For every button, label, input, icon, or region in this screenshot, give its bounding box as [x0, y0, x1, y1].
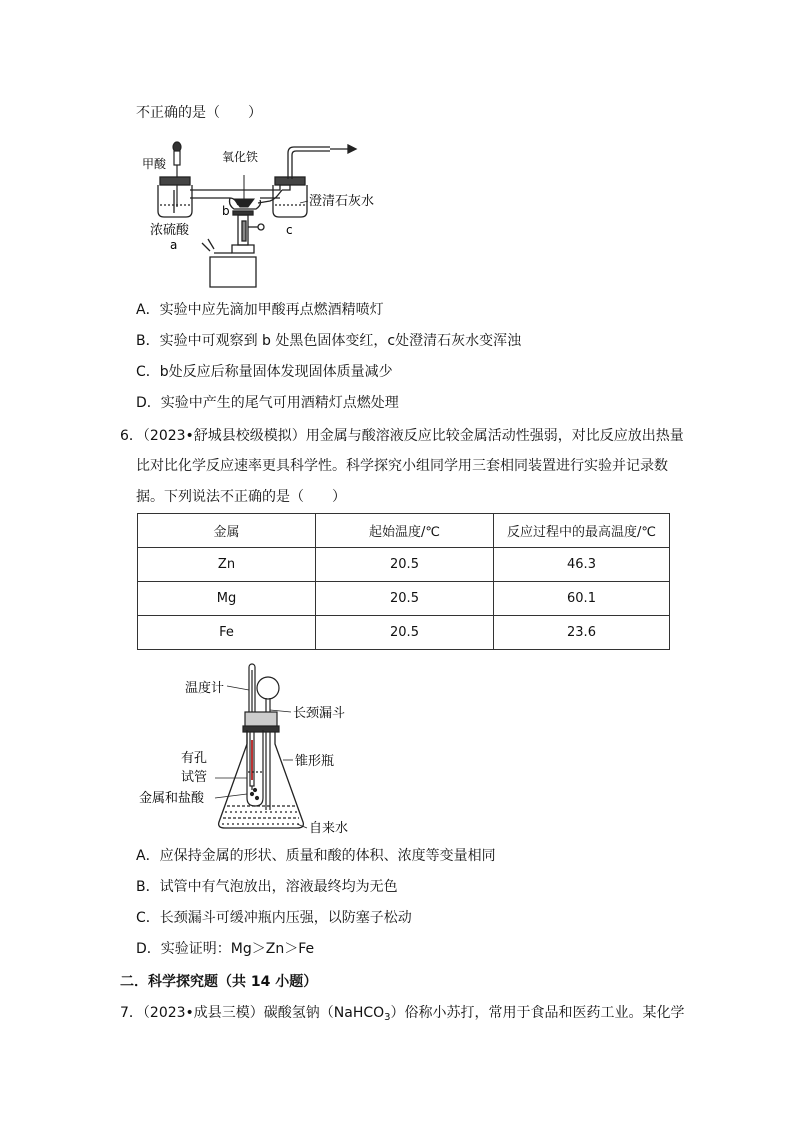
label-funnel: 长颈漏斗 [293, 706, 346, 721]
q6-option-c: C．长颈漏斗可缓冲瓶内压强，以防塞子松动 [136, 910, 412, 926]
test-tube [247, 730, 263, 806]
table-cell: 20.5 [316, 548, 494, 582]
q5-option-d: D．实验中产生的尾气可用酒精灯点燃处理 [136, 395, 399, 411]
q6-stem-line-3: 据。下列说法不正确的是（ ） [136, 489, 346, 505]
label-tube-2: 试管 [181, 770, 208, 785]
table-cell: 20.5 [316, 616, 494, 650]
label-water: 自来水 [309, 821, 349, 836]
table-header-cell: 反应过程中的最高温度/℃ [494, 514, 670, 548]
label-a: a [170, 238, 178, 252]
table-row [138, 548, 670, 582]
table-header-row [138, 514, 670, 548]
table-cell: Mg [138, 582, 316, 616]
label-c: c [286, 223, 293, 237]
q6-option-a: A．应保持金属的形状、质量和酸的体积、浓度等变量相同 [136, 848, 496, 864]
label-limewater: 澄清石灰水 [309, 194, 375, 209]
q6-apparatus-figure [135, 660, 375, 840]
alcohol-burner [202, 211, 264, 287]
table-header-cell: 金属 [138, 514, 316, 548]
label-iron-oxide: 氧化铁 [222, 150, 259, 164]
label-tube-1: 有孔 [181, 751, 208, 766]
q5-option-c: C．b处反应后称量固体发现固体质量减少 [136, 364, 393, 380]
stopper [243, 712, 279, 732]
table-header-cell: 起始温度/℃ [316, 514, 494, 548]
label-metal-acid: 金属和盐酸 [139, 791, 205, 806]
label-b: b [222, 204, 230, 218]
table-cell: Fe [138, 616, 316, 650]
table-cell: 23.6 [494, 616, 670, 650]
q6-stem-line-1: 6．（2023•舒城县校级模拟）用金属与酸溶液反应比较金属活动性强弱，对比反应放出热量 [120, 428, 684, 444]
q5-option-b: B．实验中可观察到 b 处黑色固体变红，c处澄清石灰水变浑浊 [136, 333, 522, 349]
q7-suffix: ）俗称小苏打，常用于食品和医药工业。某化学 [390, 1005, 685, 1021]
conical-flask [219, 732, 304, 828]
q5-option-a: A．实验中应先滴加甲酸再点燃酒精喷灯 [136, 302, 384, 318]
label-formic-acid: 甲酸 [142, 157, 167, 171]
iron-oxide-sample [234, 175, 254, 207]
q6-option-b: B．试管中有气泡放出，溶液最终均为无色 [136, 879, 398, 895]
table-cell: Zn [138, 548, 316, 582]
table-cell: 20.5 [316, 582, 494, 616]
table-row [138, 616, 670, 650]
question-7-stem [120, 1003, 685, 1028]
q6-stem-line-2: 比对比化学反应速率更具科学性。科学探究小组同学用三套相同装置进行实验并记录数 [136, 458, 668, 474]
q7-prefix: 7．（2023•成县三模）碳酸氢钠（NaHCO [120, 1005, 385, 1021]
bottle-a [158, 177, 192, 217]
q7-subscript: 3 [384, 1012, 391, 1023]
q6-option-d: D．实验证明：Mg＞Zn＞Fe [136, 941, 315, 957]
long-neck-funnel [257, 677, 279, 810]
table-row [138, 582, 670, 616]
q5-apparatus-figure [130, 135, 390, 295]
table-cell: 60.1 [494, 582, 670, 616]
label-thermometer: 温度计 [185, 681, 225, 696]
metal-temperature-table [137, 513, 670, 650]
table-cell: 46.3 [494, 548, 670, 582]
label-sulfuric-acid: 浓硫酸 [150, 223, 190, 238]
section-title: 二．科学探究题（共 14 小题） [120, 974, 318, 990]
question-5-stem: 不正确的是（ ） [136, 105, 262, 121]
label-flask: 锥形瓶 [295, 754, 335, 769]
gas-flow-arrow [330, 145, 356, 153]
